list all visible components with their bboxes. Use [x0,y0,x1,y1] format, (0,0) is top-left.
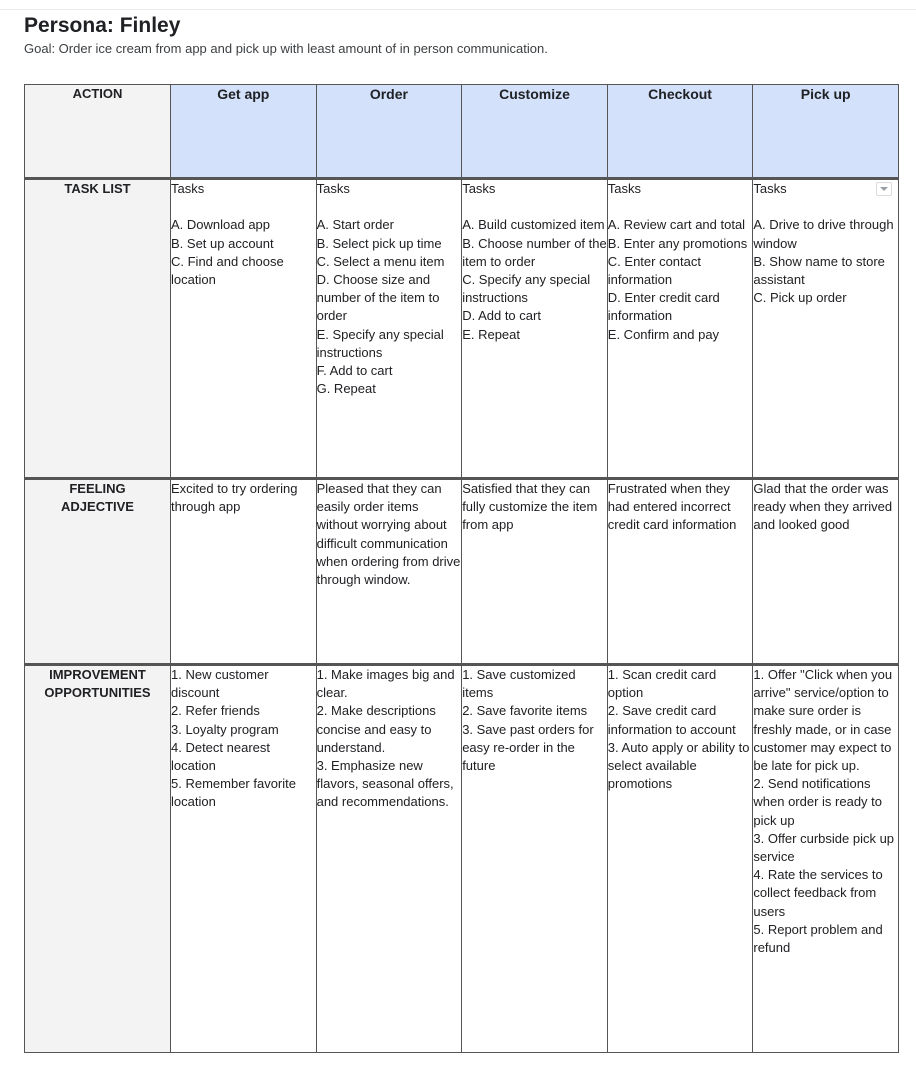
task-list-row [25,179,899,479]
journey-map-table [24,84,899,1053]
top-divider [0,9,916,10]
improvement-cell-get-app: 1. New customer discount 2. Refer friends 3. Loyalty program 4. Detect nearest location 5. Remember favorite location [171,665,317,1053]
task-cell-get-app: Tasks A. Download app B. Set up account C. Find and choose location [171,179,317,479]
persona-goal: Goal: Order ice cream from app and pick up with least amount of in person communication. [24,41,548,56]
improvement-label: IMPROVEMENT OPPORTUNITIES [25,665,171,1053]
improvement-cell-pick-up: 1. Offer "Click when you arrive" service/option to make sure order is freshly made, or in case customer may expect to be late for pick up. 2. Send notifications when order is ready to pick up 3. Offer curbside pick up service 4. Rate the services to collect feedback from users 5. Report problem and refund [753,665,899,1053]
persona-title: Persona: Finley [24,14,181,37]
improvement-row [25,665,899,1053]
task-cell-order: Tasks A. Start order B. Select pick up time C. Select a menu item D. Choose size and number of the item to order E. Specify any special instructions F. Add to cart G. Repeat [316,179,462,479]
feeling-cell-checkout: Frustrated when they had entered incorrect credit card information [607,479,753,665]
task-cell-pick-up: Tasks A. Drive to drive through window B. Show name to store assistant C. Pick up order [753,179,899,479]
cell-dropdown-icon[interactable] [876,182,892,196]
improvement-cell-order: 1. Make images big and clear. 2. Make descriptions concise and easy to understand. 3. Emphasize new flavors, seasonal offers, and recommendations. [316,665,462,1053]
feeling-cell-get-app: Excited to try ordering through app [171,479,317,665]
feeling-cell-customize: Satisfied that they can fully customize the item from app [462,479,608,665]
task-cell-customize: Tasks A. Build customized item B. Choose number of the item to order C. Specify any special instructions D. Add to cart E. Repeat [462,179,608,479]
stage-customize: Customize [462,85,608,179]
feeling-cell-order: Pleased that they can easily order items without worrying about difficult communication when ordering from drive through window. [316,479,462,665]
action-header: ACTION [25,85,171,179]
feeling-cell-pick-up: Glad that the order was ready when they arrived and looked good [753,479,899,665]
stage-get-app: Get app [171,85,317,179]
feeling-label: FEELING ADJECTIVE [25,479,171,665]
stage-order: Order [316,85,462,179]
stage-pick-up: Pick up [753,85,899,179]
stage-checkout: Checkout [607,85,753,179]
feeling-row [25,479,899,665]
improvement-cell-checkout: 1. Scan credit card option 2. Save credit card information to account 3. Auto apply or ability to select available promotions [607,665,753,1053]
stage-header-row [25,85,899,179]
task-list-label: TASK LIST [25,179,171,479]
improvement-cell-customize: 1. Save customized items 2. Save favorite items 3. Save past orders for easy re-order in the future [462,665,608,1053]
task-cell-checkout: Tasks A. Review cart and total B. Enter any promotions C. Enter contact information D. Enter credit card information E. Confirm and pay [607,179,753,479]
